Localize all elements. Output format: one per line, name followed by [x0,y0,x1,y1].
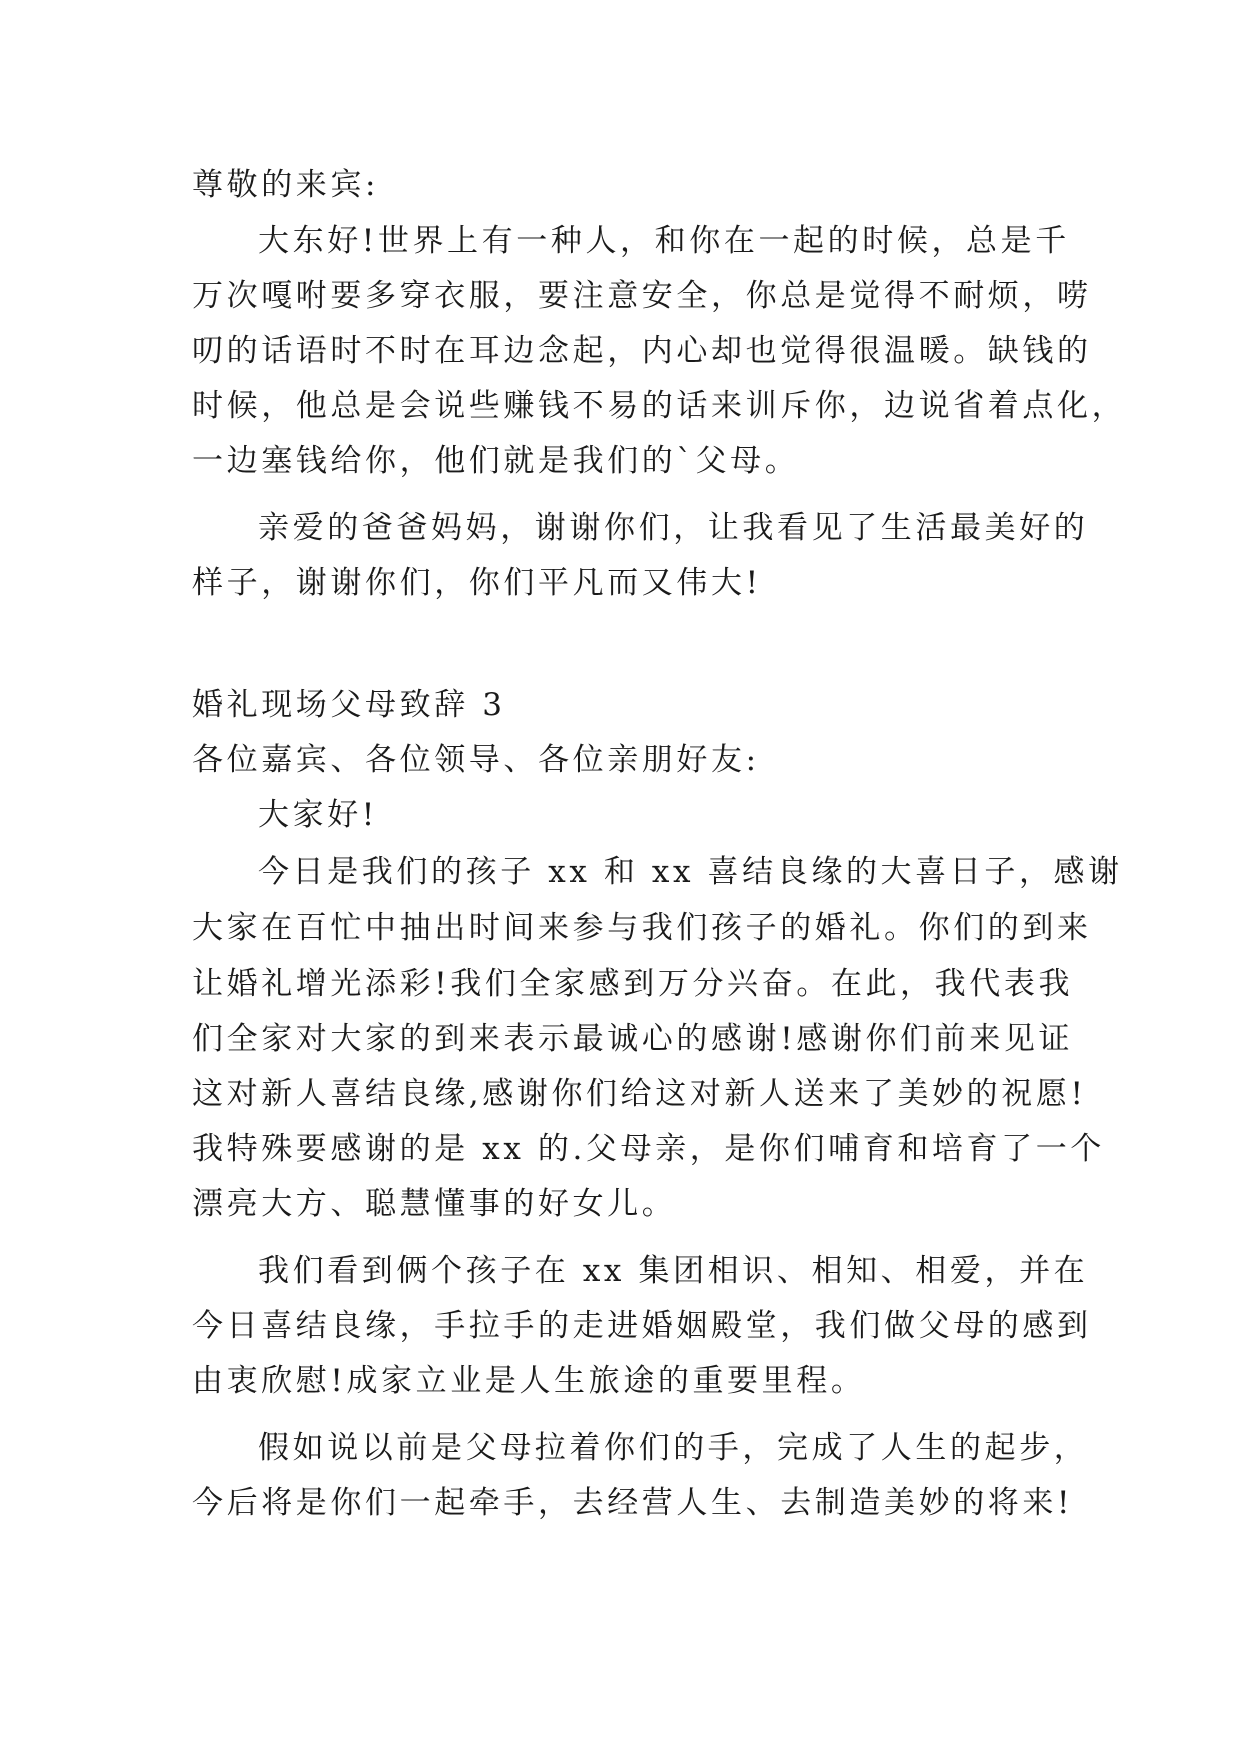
greeting-guests: 各位嘉宾、各位领导、各位亲朋好友: [192,742,760,778]
paragraph-line: 大家在百忙中抽出时间来参与我们孩子的婚礼。你们的到来 [192,910,1092,946]
paragraph-line: 今后将是你们一起牵手，去经营人生、去制造美妙的将来! [192,1485,1074,1521]
paragraph-line: 漂亮大方、聪慧懂事的好女儿。 [192,1186,677,1222]
paragraph-line: 叨的话语时不时在耳边念起，内心却也觉得很温暖。缺钱的 [192,333,1092,369]
paragraph-line: 亲爱的爸爸妈妈，谢谢你们，让我看见了生活最美好的 [258,510,1089,546]
paragraph-line: 今日喜结良缘，手拉手的走进婚姻殿堂，我们做父母的感到 [192,1308,1092,1344]
paragraph-line: 由衷欣慰!成家立业是人生旅途的重要里程。 [192,1363,866,1399]
paragraph-line: 让婚礼增光添彩!我们全家感到万分兴奋。在此，我代表我 [192,966,1074,1002]
paragraph-line: 这对新人喜结良缘,感谢你们给这对新人送来了美妙的祝愿! [192,1076,1087,1112]
paragraph-line: 我特殊要感谢的是 xx 的.父母亲，是你们哺育和培育了一个 [192,1131,1105,1167]
paragraph-line: 们全家对大家的到来表示最诚心的感谢!感谢你们前来见证 [192,1021,1074,1057]
section-title: 婚礼现场父母致辞 3 [192,687,506,723]
paragraph-line: 时候，他总是会说些赚钱不易的话来训斥你，边说省着点化， [192,388,1127,424]
paragraph-line: 样子，谢谢你们，你们平凡而又伟大! [192,565,762,601]
paragraph-line: 一边塞钱给你，他们就是我们的`父母。 [192,443,800,479]
paragraph-line: 万次嘎咐要多穿衣服，要注意安全，你总是觉得不耐烦，唠 [192,278,1092,314]
greeting-hello: 大家好! [258,797,378,833]
paragraph-line: 我们看到俩个孩子在 xx 集团相识、相知、相爱，并在 [258,1253,1089,1289]
paragraph-line: 今日是我们的孩子 xx 和 xx 喜结良缘的大喜日子，感谢 [258,854,1123,890]
paragraph-line: 假如说以前是父母拉着你们的手，完成了人生的起步， [258,1430,1089,1466]
paragraph-line: 大东好!世界上有一种人，和你在一起的时候，总是千 [258,223,1070,259]
greeting-guests: 尊敬的来宾: [192,167,380,203]
